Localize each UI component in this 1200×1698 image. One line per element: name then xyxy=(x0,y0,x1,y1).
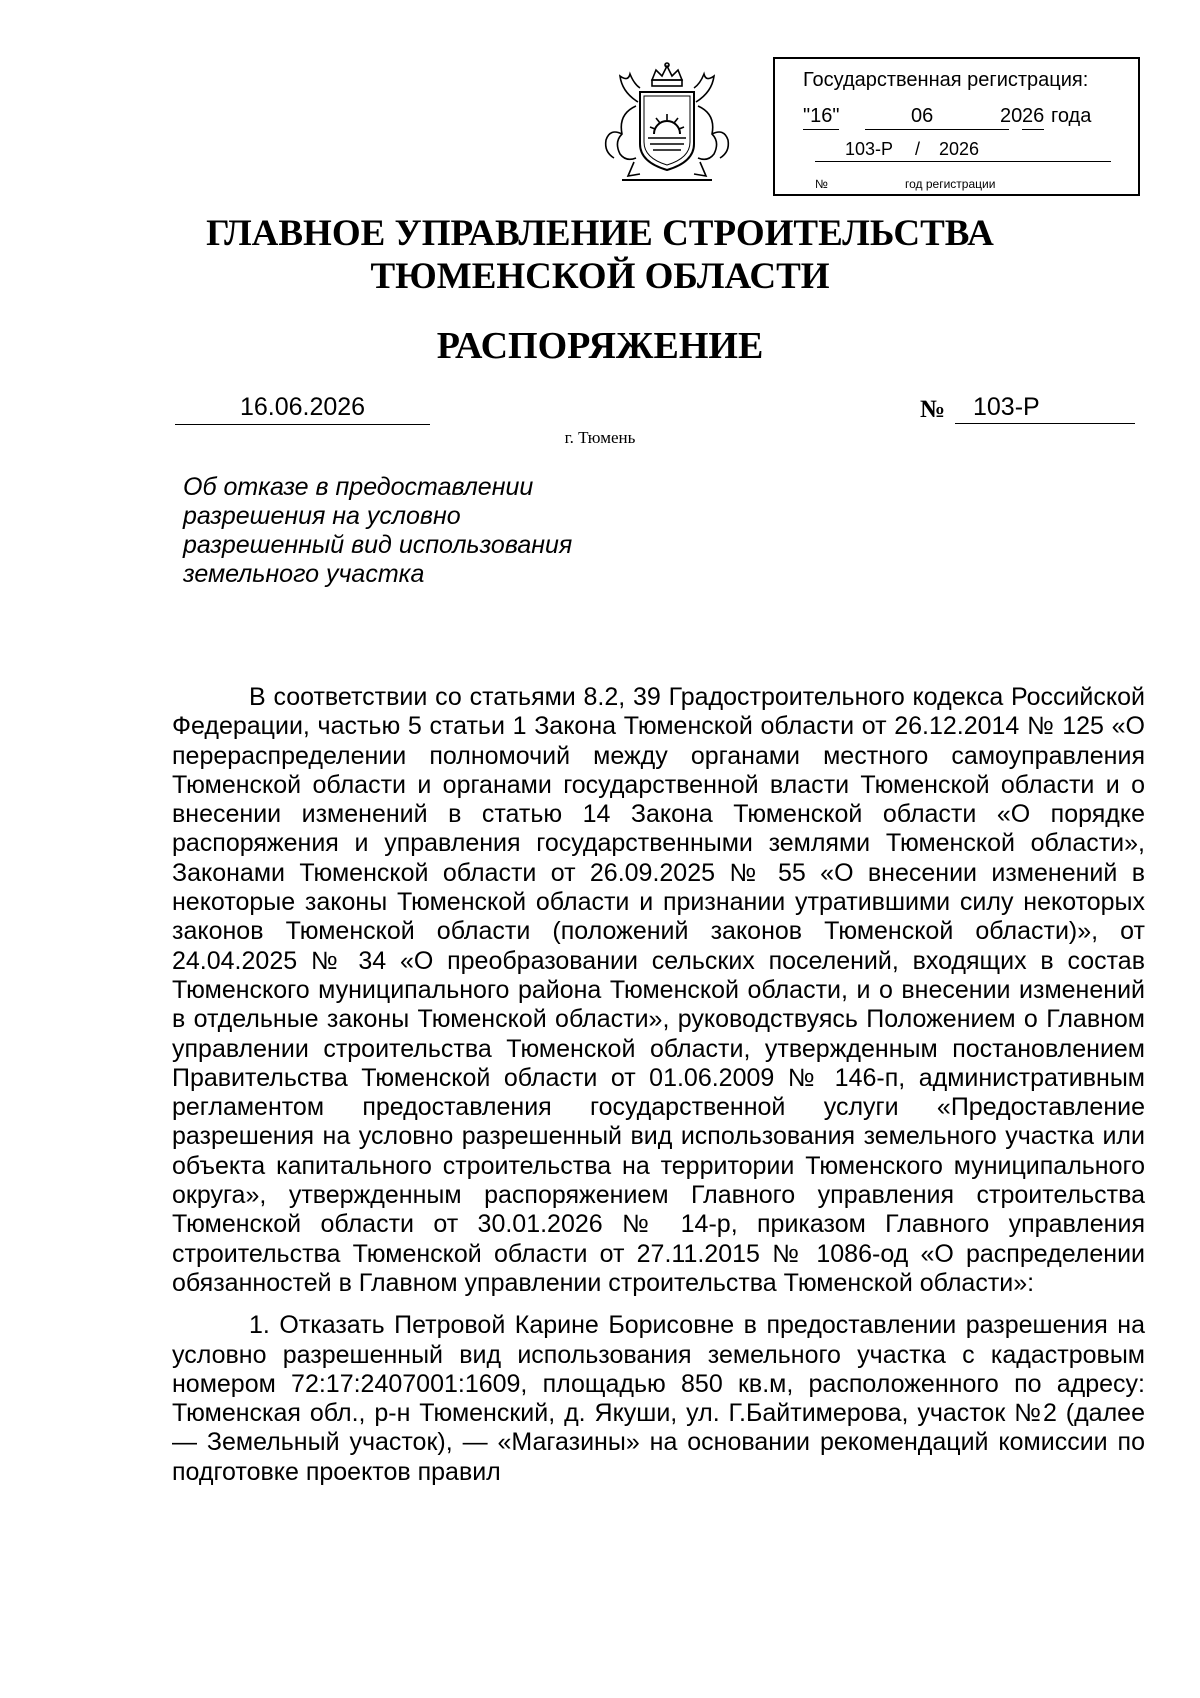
org-name-line1: ГЛАВНОЕ УПРАВЛЕНИЕ СТРОИТЕЛЬСТВА xyxy=(206,213,994,254)
document-number: 103-Р xyxy=(955,392,1135,424)
registration-month-underline xyxy=(865,105,955,130)
registration-year-word: года xyxy=(1051,105,1092,127)
subject-line: земельного участка xyxy=(183,560,425,588)
registration-number-line xyxy=(815,139,1115,165)
coat-of-arms-icon xyxy=(600,62,734,186)
registration-title: Государственная регистрация: xyxy=(803,69,1089,91)
subject-line: разрешения на условно xyxy=(183,502,461,530)
body-paragraph-preamble: В соответствии со статьями 8.2, 39 Градостроительного кодекса Российской Федерации, частью 5 статьи 1 Закона Тюменской области от 26.12.2014 № 125 «О перераспределении полномочий между органами местного самоуправления Тюменской области и органами государственной власти Тюменской области и о внесении изменений в статью 14 Закона Тюменской области «О порядке распоряжения и управления государственными землями Тюменской области», Законами Тюменской области от 26.09.2025 № 55 «О внесении изменений в некоторые законы Тюменской области и признании утратившими силу некоторых законов Тюменской области (положений законов Тюменской области)», от 24.04.2025 № 34 «О преобразовании сельских поселений, входящих в состав Тюменского муниципального района Тюменской области, и о внесении изменений в отдельные законы Тюменской области», руководствуясь Положением о Главном управлении строительства Тюменской области, утвержденным постановлением Правительства Тюменской области от 01.06.2009 № 146-п, административным регламентом предоставления государственной услуги «Предоставление разрешения на условно разрешенный вид использования земельного участка или объекта капитального строительства на территории Тюменского муниципального округа», утвержденным распоряжением Главного управления строительства Тюменской области от 30.01.2026 № 14-р, приказом Главного управления строительства Тюменской области от 27.11.2015 № 1086-од «О распределении обязанностей в Главном управлении строительства Тюменской области»: xyxy=(172,683,1145,1297)
registration-month: 06 xyxy=(911,105,934,127)
registration-day: "16" xyxy=(803,105,839,130)
subject-line: разрешенный вид использования xyxy=(183,531,573,559)
registration-year-prefix: 20 xyxy=(1000,105,1023,127)
registration-caption-number: № xyxy=(815,177,828,191)
subject-line: Об отказе в предоставлении xyxy=(183,473,534,501)
document-number-sign: № xyxy=(920,396,946,423)
document-city: г. Тюмень xyxy=(564,428,636,447)
document-subject xyxy=(183,473,623,589)
registration-year-suffix: 26 xyxy=(1022,105,1044,130)
registration-stamp xyxy=(773,57,1140,196)
registration-year: 2026 xyxy=(939,139,980,159)
registration-number-underline xyxy=(815,161,1111,162)
document-type-title: РАСПОРЯЖЕНИЕ xyxy=(436,325,764,367)
document-date: 16.06.2026 xyxy=(175,392,430,425)
registration-date-line xyxy=(803,105,1133,131)
registration-caption-year: год регистрации xyxy=(905,177,996,191)
org-name-line2: ТЮМЕНСКОЙ ОБЛАСТИ xyxy=(370,256,830,297)
registration-slash: / xyxy=(915,139,921,159)
registration-number: 103-Р xyxy=(845,139,894,159)
body-paragraph-item-1: 1. Отказать Петровой Карине Борисовне в предоставлении разрешения на условно разрешенный вид использования земельного участка с кадастровым номером 72:17:2407001:1609, площадью 850 кв.м, расположенного по адресу: Тюменская обл., р-н Тюменский, д. Якуши, ул. Г.Байтимерова, участок №2 (далее — Земельный участок), — «Магазины» на основании рекомендаций комиссии по подготовке проектов правил xyxy=(172,1311,1145,1486)
document-body xyxy=(172,683,1145,1487)
